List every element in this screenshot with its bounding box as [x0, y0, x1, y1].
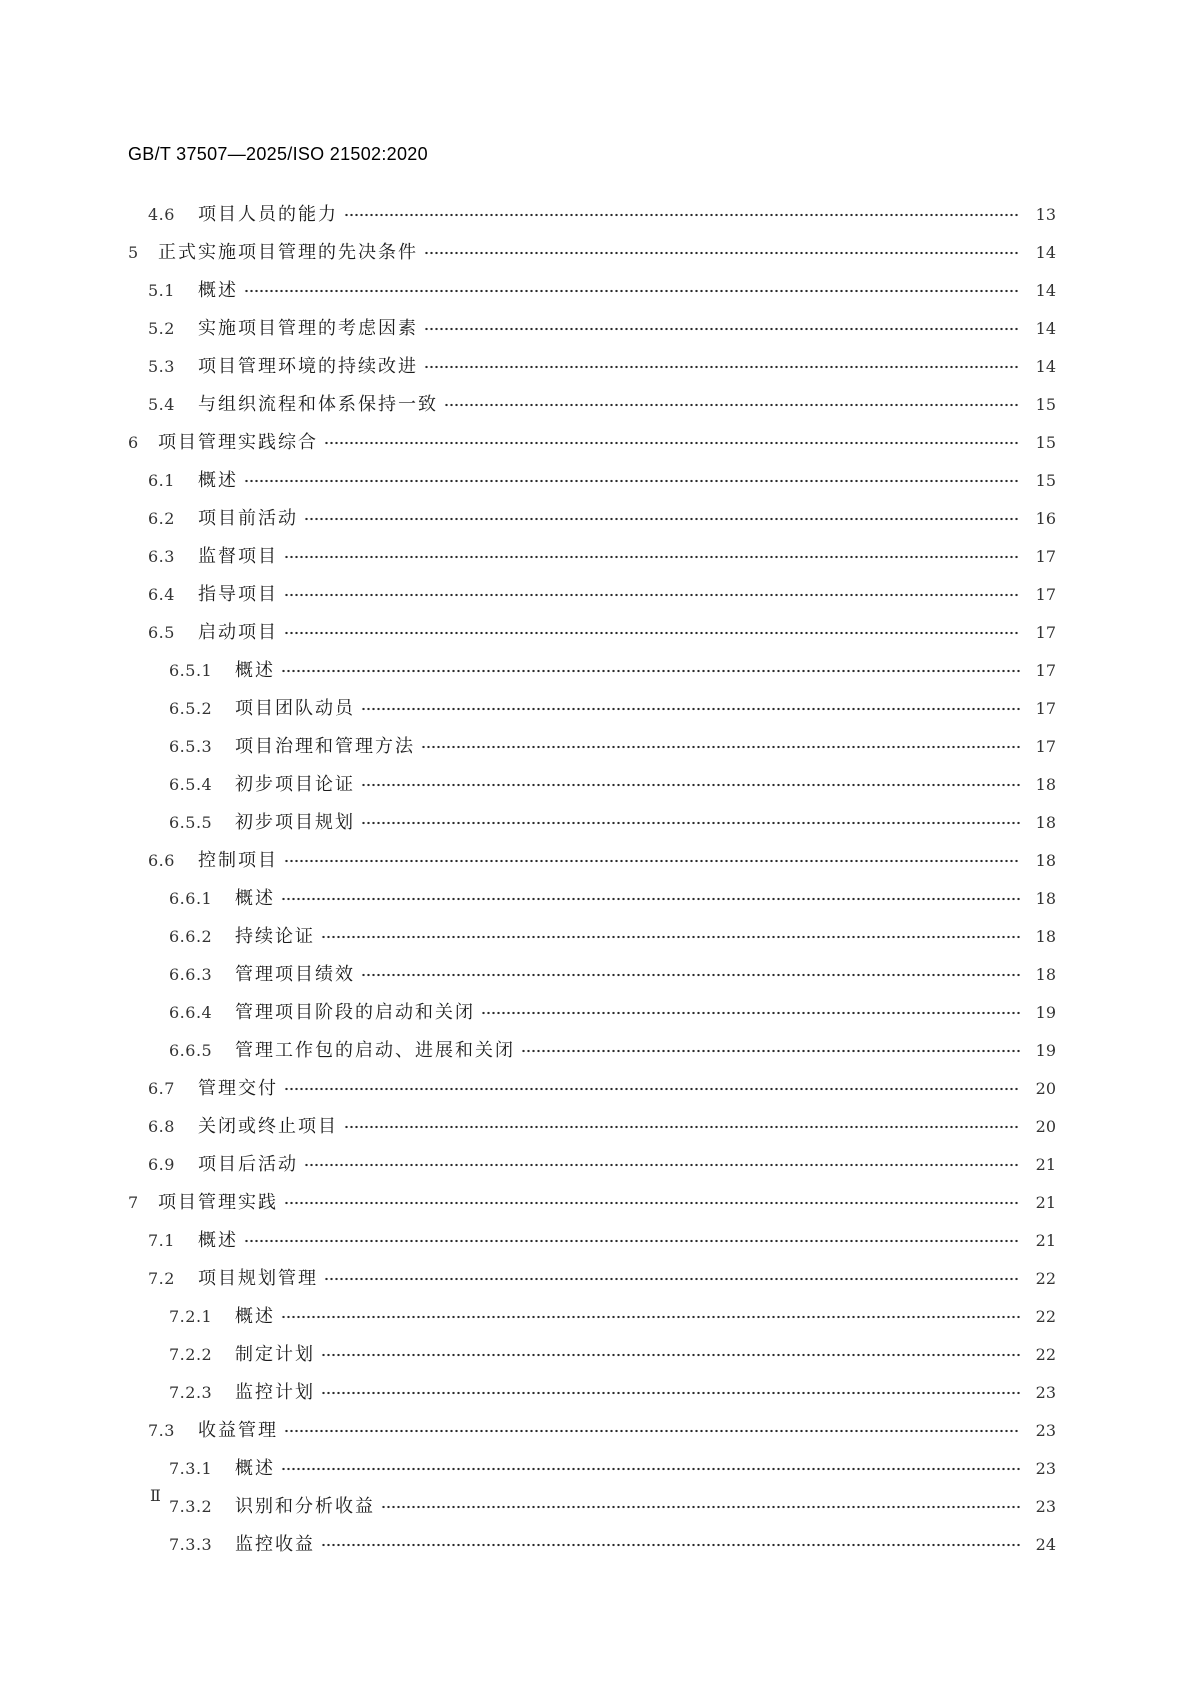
toc-entry-title: 收益管理	[198, 1420, 278, 1441]
toc-entry-number: 5	[128, 243, 139, 262]
toc-entry[interactable]	[128, 652, 1056, 690]
toc-entry-title: 指导项目	[198, 584, 278, 605]
toc-entry-page: 15	[1035, 433, 1056, 452]
toc-dot-leader	[361, 821, 1020, 825]
toc-entry[interactable]	[128, 310, 1056, 348]
toc-entry-number: 6.5	[148, 623, 175, 642]
toc-entry-title: 概述	[198, 1230, 238, 1251]
toc-entry-title: 项目前活动	[198, 508, 298, 529]
toc-entry-number: 7.2.2	[169, 1345, 213, 1364]
toc-dot-leader	[521, 1049, 1020, 1053]
toc-entry[interactable]	[128, 1336, 1056, 1374]
toc-entry-number: 6.4	[148, 585, 175, 604]
toc-entry[interactable]	[128, 1298, 1056, 1336]
toc-entry[interactable]	[128, 880, 1056, 918]
toc-entry[interactable]	[128, 1374, 1056, 1412]
toc-entry-title: 初步项目论证	[235, 774, 355, 795]
toc-entry-page: 14	[1035, 357, 1056, 376]
toc-dot-leader	[344, 213, 1020, 217]
toc-entry-page: 17	[1035, 585, 1056, 604]
toc-entry[interactable]	[128, 842, 1056, 880]
document-header-id: GB/T 37507—2025/ISO 21502:2020	[128, 144, 428, 164]
toc-entry[interactable]	[128, 234, 1056, 272]
toc-entry[interactable]	[128, 614, 1056, 652]
toc-entry-page: 24	[1035, 1535, 1056, 1554]
toc-dot-leader	[321, 1391, 1020, 1395]
toc-entry-page: 14	[1035, 281, 1056, 300]
toc-entry-number: 5.3	[148, 357, 175, 376]
toc-entry-page: 19	[1035, 1003, 1056, 1022]
toc-dot-leader	[424, 365, 1020, 369]
toc-entry-number: 5.2	[148, 319, 175, 338]
toc-entry-title: 项目后活动	[198, 1154, 298, 1175]
toc-entry-title: 控制项目	[198, 850, 278, 871]
toc-entry-title: 项目治理和管理方法	[235, 736, 415, 757]
toc-entry-page: 18	[1035, 889, 1056, 908]
toc-entry[interactable]	[128, 918, 1056, 956]
toc-entry-page: 17	[1035, 623, 1056, 642]
toc-entry-number: 6.5.2	[169, 699, 213, 718]
toc-entry-number: 6.1	[148, 471, 175, 490]
toc-entry-number: 7.2	[148, 1269, 175, 1288]
toc-entry-number: 6.2	[148, 509, 175, 528]
toc-entry-number: 6.5.4	[169, 775, 213, 794]
toc-entry[interactable]	[128, 1526, 1056, 1564]
toc-entry-number: 6.9	[148, 1155, 175, 1174]
toc-entry-number: 5.4	[148, 395, 175, 414]
toc-dot-leader	[284, 1087, 1020, 1091]
toc-entry-number: 7.3	[148, 1421, 175, 1440]
toc-dot-leader	[361, 783, 1020, 787]
toc-entry-page: 21	[1035, 1231, 1056, 1250]
toc-dot-leader	[284, 593, 1020, 597]
toc-entry[interactable]	[128, 956, 1056, 994]
toc-entry-page: 15	[1035, 471, 1056, 490]
toc-entry-number: 6.6.2	[169, 927, 213, 946]
toc-entry-page: 21	[1035, 1193, 1056, 1212]
toc-entry-number: 7.2.1	[169, 1307, 213, 1326]
toc-entry-page: 22	[1035, 1345, 1056, 1364]
toc-entry-title: 持续论证	[235, 926, 315, 947]
toc-entry-page: 22	[1035, 1269, 1056, 1288]
toc-entry[interactable]	[128, 1032, 1056, 1070]
toc-entry-title: 项目管理环境的持续改进	[198, 356, 418, 377]
toc-entry-page: 21	[1035, 1155, 1056, 1174]
toc-dot-leader	[424, 251, 1020, 255]
toc-entry-title: 关闭或终止项目	[198, 1116, 338, 1137]
page-number: Ⅱ	[150, 1486, 161, 1505]
toc-entry[interactable]	[128, 462, 1056, 500]
toc-dot-leader	[244, 1239, 1020, 1243]
toc-entry-title: 管理项目阶段的启动和关闭	[235, 1002, 475, 1023]
toc-entry-title: 监控收益	[235, 1534, 315, 1555]
toc-dot-leader	[344, 1125, 1020, 1129]
toc-entry-number: 6.3	[148, 547, 175, 566]
toc-entry-number: 6.5.1	[169, 661, 213, 680]
toc-entry-number: 4.6	[148, 205, 175, 224]
toc-entry-number: 6.5.5	[169, 813, 213, 832]
toc-entry[interactable]	[128, 1184, 1056, 1222]
toc-entry-page: 17	[1035, 547, 1056, 566]
toc-entry-page: 20	[1035, 1117, 1056, 1136]
toc-dot-leader	[321, 1543, 1020, 1547]
toc-dot-leader	[284, 1429, 1020, 1433]
toc-dot-leader	[281, 669, 1020, 673]
toc-entry[interactable]	[128, 386, 1056, 424]
toc-entry-number: 7.3.1	[169, 1459, 213, 1478]
toc-dot-leader	[361, 707, 1020, 711]
toc-entry[interactable]	[128, 1450, 1056, 1488]
toc-entry[interactable]	[128, 1260, 1056, 1298]
toc-entry[interactable]	[128, 500, 1056, 538]
toc-entry-page: 18	[1035, 927, 1056, 946]
toc-entry-title: 项目团队动员	[235, 698, 355, 719]
toc-entry[interactable]	[128, 424, 1056, 462]
toc-entry[interactable]	[128, 1146, 1056, 1184]
toc-entry-page: 18	[1035, 813, 1056, 832]
toc-dot-leader	[304, 517, 1020, 521]
toc-entry[interactable]	[128, 1108, 1056, 1146]
toc-entry-page: 23	[1035, 1383, 1056, 1402]
toc-entry-title: 项目规划管理	[198, 1268, 318, 1289]
toc-entry-title: 管理工作包的启动、进展和关闭	[235, 1040, 515, 1061]
toc-entry-number: 6.6.3	[169, 965, 213, 984]
toc-entry-title: 概述	[198, 280, 238, 301]
toc-entry-page: 13	[1035, 205, 1056, 224]
toc-entry-title: 监督项目	[198, 546, 278, 567]
toc-entry-page: 18	[1035, 965, 1056, 984]
toc-entry-title: 概述	[235, 888, 275, 909]
toc-dot-leader	[244, 289, 1020, 293]
toc-entry-page: 23	[1035, 1497, 1056, 1516]
toc-entry[interactable]	[128, 348, 1056, 386]
toc-entry-title: 监控计划	[235, 1382, 315, 1403]
toc-entry[interactable]	[128, 766, 1056, 804]
toc-entry-page: 22	[1035, 1307, 1056, 1326]
toc-entry[interactable]	[128, 728, 1056, 766]
toc-entry-title: 项目管理实践	[158, 1192, 278, 1213]
toc-dot-leader	[481, 1011, 1020, 1015]
toc-entry[interactable]	[128, 272, 1056, 310]
toc-dot-leader	[281, 1315, 1020, 1319]
toc-entry-title: 制定计划	[235, 1344, 315, 1365]
toc-entry[interactable]	[128, 804, 1056, 842]
toc-entry[interactable]	[128, 1070, 1056, 1108]
toc-entry-page: 23	[1035, 1421, 1056, 1440]
toc-entry-page: 18	[1035, 775, 1056, 794]
toc-entry-title: 概述	[235, 1306, 275, 1327]
toc-dot-leader	[281, 897, 1020, 901]
toc-entry-page: 17	[1035, 737, 1056, 756]
toc-entry-number: 6.6	[148, 851, 175, 870]
toc-entry-title: 初步项目规划	[235, 812, 355, 833]
toc-entry-page: 17	[1035, 699, 1056, 718]
toc-entry-number: 6.6.1	[169, 889, 213, 908]
toc-dot-leader	[304, 1163, 1020, 1167]
toc-entry[interactable]	[128, 1222, 1056, 1260]
table-of-contents	[128, 196, 1056, 1564]
toc-entry-page: 23	[1035, 1459, 1056, 1478]
toc-entry-title: 项目管理实践综合	[158, 432, 318, 453]
toc-entry-page: 17	[1035, 661, 1056, 680]
toc-dot-leader	[281, 1467, 1020, 1471]
toc-dot-leader	[284, 859, 1020, 863]
toc-entry-number: 7	[128, 1193, 139, 1212]
toc-entry-page: 18	[1035, 851, 1056, 870]
toc-dot-leader	[284, 555, 1020, 559]
toc-entry-title: 项目人员的能力	[198, 204, 338, 225]
toc-entry-number: 5.1	[148, 281, 175, 300]
toc-entry-page: 16	[1035, 509, 1056, 528]
toc-entry-title: 概述	[198, 470, 238, 491]
toc-entry-number: 6.6.5	[169, 1041, 213, 1060]
toc-entry-page: 15	[1035, 395, 1056, 414]
toc-dot-leader	[381, 1505, 1020, 1509]
toc-entry[interactable]	[128, 196, 1056, 234]
toc-entry[interactable]	[128, 1412, 1056, 1450]
toc-dot-leader	[421, 745, 1020, 749]
toc-entry[interactable]	[128, 576, 1056, 614]
toc-dot-leader	[284, 631, 1020, 635]
toc-entry-number: 6.7	[148, 1079, 175, 1098]
toc-entry-number: 6	[128, 433, 139, 452]
toc-entry[interactable]	[128, 690, 1056, 728]
toc-dot-leader	[321, 1353, 1020, 1357]
toc-entry-title: 与组织流程和体系保持一致	[198, 394, 438, 415]
toc-entry-title: 概述	[235, 1458, 275, 1479]
toc-dot-leader	[284, 1201, 1020, 1205]
toc-entry-title: 识别和分析收益	[235, 1496, 375, 1517]
toc-entry-title: 启动项目	[198, 622, 278, 643]
toc-entry-title: 概述	[235, 660, 275, 681]
toc-entry-page: 20	[1035, 1079, 1056, 1098]
toc-dot-leader	[321, 935, 1020, 939]
toc-entry[interactable]	[128, 994, 1056, 1032]
toc-entry-number: 7.3.3	[169, 1535, 213, 1554]
toc-entry-number: 7.2.3	[169, 1383, 213, 1402]
toc-entry-page: 14	[1035, 319, 1056, 338]
toc-dot-leader	[324, 1277, 1020, 1281]
toc-entry-number: 6.6.4	[169, 1003, 213, 1022]
toc-dot-leader	[361, 973, 1020, 977]
toc-entry-title: 实施项目管理的考虑因素	[198, 318, 418, 339]
toc-entry-page: 19	[1035, 1041, 1056, 1060]
toc-entry-number: 6.5.3	[169, 737, 213, 756]
toc-entry-page: 14	[1035, 243, 1056, 262]
toc-entry-number: 6.8	[148, 1117, 175, 1136]
toc-dot-leader	[324, 441, 1020, 445]
toc-entry-number: 7.3.2	[169, 1497, 213, 1516]
toc-dot-leader	[244, 479, 1020, 483]
toc-entry-title: 正式实施项目管理的先决条件	[158, 242, 418, 263]
toc-dot-leader	[424, 327, 1020, 331]
toc-entry[interactable]	[128, 538, 1056, 576]
toc-entry[interactable]	[128, 1488, 1056, 1526]
toc-entry-title: 管理项目绩效	[235, 964, 355, 985]
toc-entry-number: 7.1	[148, 1231, 175, 1250]
toc-dot-leader	[444, 403, 1020, 407]
toc-entry-title: 管理交付	[198, 1078, 278, 1099]
